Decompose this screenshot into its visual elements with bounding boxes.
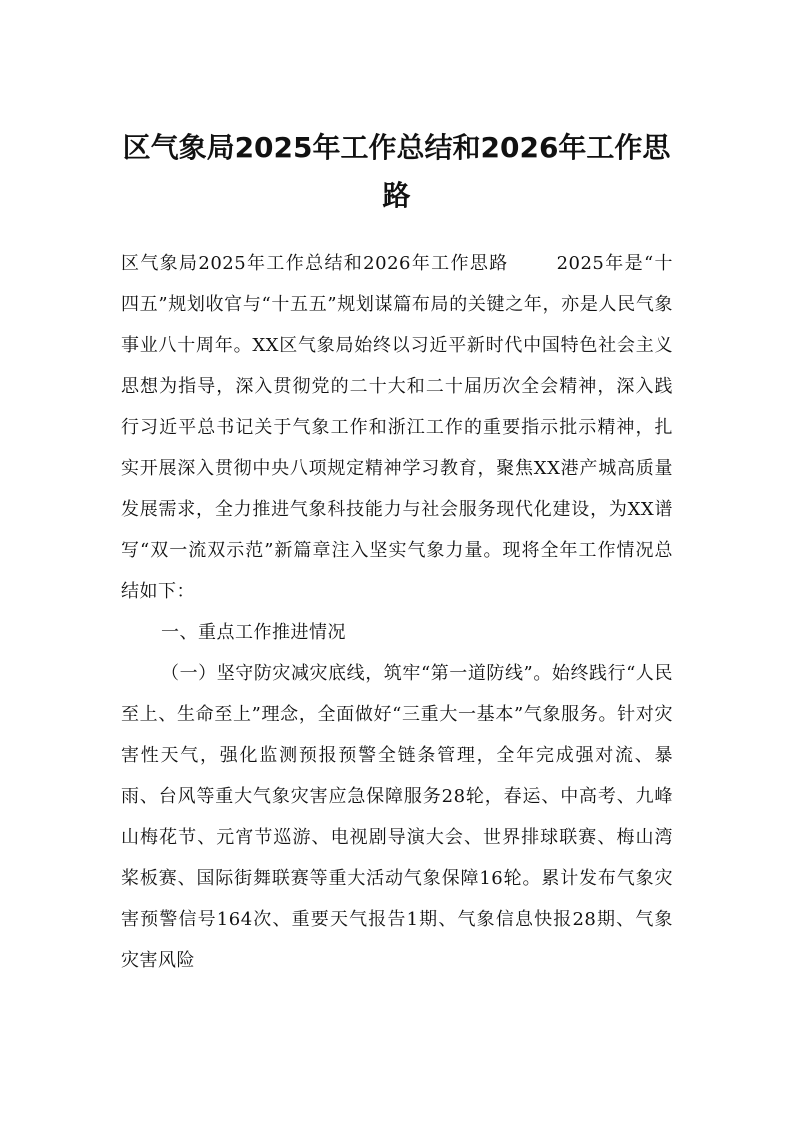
intro-body: 2025年是“十四五”规划收官与“十五五”规划谋篇布局的关键之年，亦是人民气象事业八十周年。XX区气象局始终以习近平新时代中国特色社会主义思想为指导，深入贯彻党的二十大和二十届历次全会精神，深入践行习近平总书记关于气象工作和浙江工作的重要指示批示精神，扎实开展深入贯彻中央八项规定精神学习教育，聚焦XX港产城高质量发展需求，全力推进气象科技能力与社会服务现代化建设，为XX谱写“双一流双示范”新篇章注入坚实气象力量。现将全年工作情况总结如下：: [121, 253, 673, 602]
intro-paragraph: [121, 243, 673, 612]
subsection-paragraph: （一）坚守防灾减灾底线，筑牢“第一道防线”。始终践行“人民至上、生命至上”理念，全面做好“三重大一基本”气象服务。针对灾害性天气，强化监测预报预警全链条管理，全年完成强对流、暴雨、台风等重大气象灾害应急保障服务28轮，春运、中高考、九峰山梅花节、元宵节巡游、电视剧导演大会、世界排球联赛、梅山湾桨板赛、国际街舞联赛等重大活动气象保障16轮。累计发布气象灾害预警信号164次、重要天气报告1期、气象信息快报28期、气象灾害风险: [121, 663, 673, 971]
document-body: [121, 243, 673, 981]
section-heading: 一、重点工作推进情况: [161, 622, 346, 643]
intro-lead: 区气象局2025年工作总结和2026年工作思路: [121, 253, 509, 274]
document-title: 区气象局2025年工作总结和2026年工作思路: [122, 131, 671, 212]
